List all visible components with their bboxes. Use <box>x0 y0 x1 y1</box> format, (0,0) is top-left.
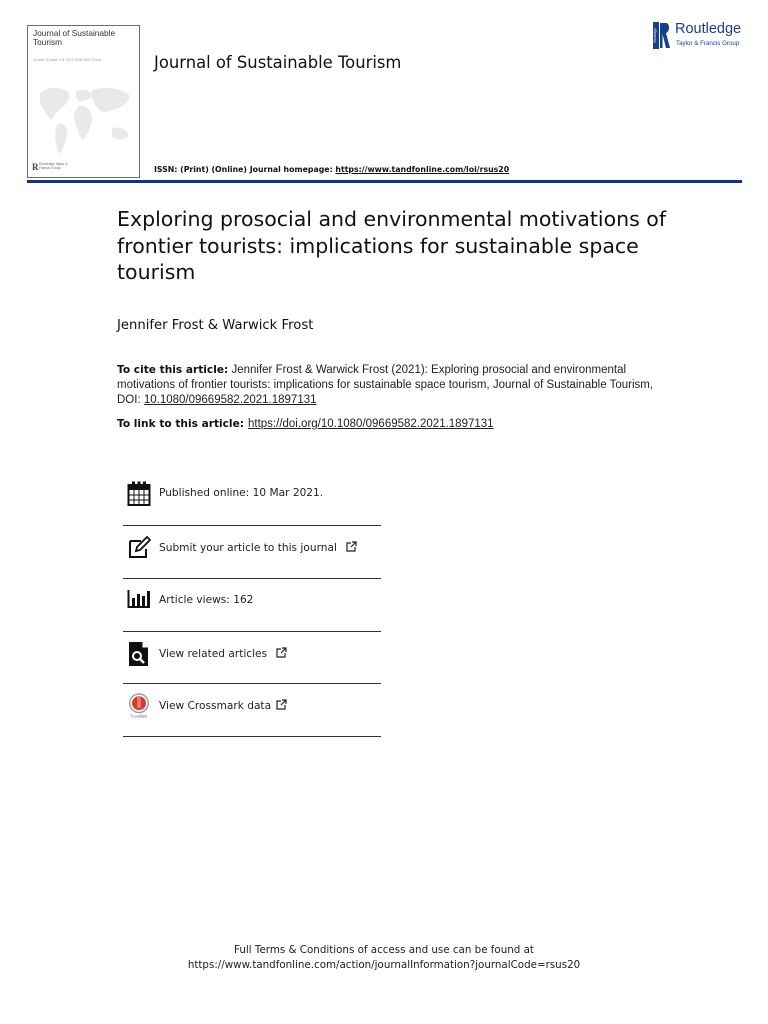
divider <box>123 578 381 579</box>
divider <box>123 525 381 526</box>
crossmark-row[interactable] <box>123 693 381 729</box>
header-divider <box>27 180 742 183</box>
citation-label: To cite this article: <box>117 364 229 376</box>
article-title: Exploring prosocial and environmental motivations of frontier tourists: implications for sustainable space tourism <box>117 207 667 284</box>
issn-prefix: ISSN: (Print) (Online) Journal homepage: <box>154 165 336 174</box>
citation <box>117 363 667 409</box>
related-articles-text: View related articles <box>159 648 268 660</box>
journal-name: Journal of Sustainable Tourism <box>154 53 402 72</box>
journal-homepage-link[interactable]: https://www.tandfonline.com/loi/rsus20 <box>335 165 510 174</box>
related-articles-row[interactable] <box>123 641 381 677</box>
published-online-row <box>123 481 381 517</box>
external-link-icon <box>276 647 287 658</box>
divider <box>123 631 381 632</box>
crossmark-icon <box>127 693 151 719</box>
submit-article-text: Submit your article to this journal <box>159 542 337 554</box>
world-map-image <box>32 80 136 162</box>
routledge-logo-icon <box>653 22 670 49</box>
document-search-icon <box>127 641 151 667</box>
calendar-icon <box>127 481 151 507</box>
footer-terms-text: Full Terms & Conditions of access and use can be found at <box>234 944 534 956</box>
article-authors: Jennifer Frost & Warwick Frost <box>117 318 314 333</box>
published-online-text: Published online: 10 Mar 2021. <box>159 487 324 499</box>
issn-line <box>154 165 509 174</box>
citation-text: Jennifer Frost & Warwick Frost (2021): Exploring prosocial and environmental motivations of frontier tourists: implications for sustainable space tourism, Journal of Sustainable Tourism, DOI: <box>117 364 654 407</box>
external-link-icon <box>276 699 287 710</box>
publisher-group: Taylor & Francis Group <box>676 40 740 47</box>
bar-chart-icon <box>127 588 151 614</box>
crossmark-icon-text: CrossMark <box>130 714 148 719</box>
article-link-label: To link to this article: <box>117 418 244 430</box>
publisher-side-text: Routledge <box>653 28 657 43</box>
divider <box>123 683 381 684</box>
publisher-name: Routledge <box>675 21 742 37</box>
article-doi-url[interactable]: https://doi.org/10.1080/09669582.2021.1897131 <box>248 418 494 430</box>
cover-publisher-logo: R Routledge Taylor & Francis Group <box>32 162 68 172</box>
article-views-text: Article views: 162 <box>159 594 254 606</box>
cover-subtitle: Volume 00 Issue 0 B, 2021 ISSN 0000 (Print) <box>33 58 102 62</box>
crossmark-text: View Crossmark data <box>159 700 272 712</box>
submit-article-row[interactable] <box>123 535 381 571</box>
external-link-icon <box>346 541 357 552</box>
cover-title: Journal of Sustainable Tourism <box>33 28 116 47</box>
publisher-logo[interactable] <box>653 20 753 52</box>
footer <box>0 943 768 972</box>
footer-terms-url[interactable]: https://www.tandfonline.com/action/journalInformation?journalCode=rsus20 <box>187 958 581 971</box>
journal-cover-thumbnail <box>27 25 140 178</box>
citation-doi-link[interactable]: 10.1080/09669582.2021.1897131 <box>143 394 317 407</box>
divider <box>123 736 381 737</box>
article-link <box>117 418 494 430</box>
edit-icon <box>127 535 151 561</box>
article-views-row <box>123 588 381 624</box>
